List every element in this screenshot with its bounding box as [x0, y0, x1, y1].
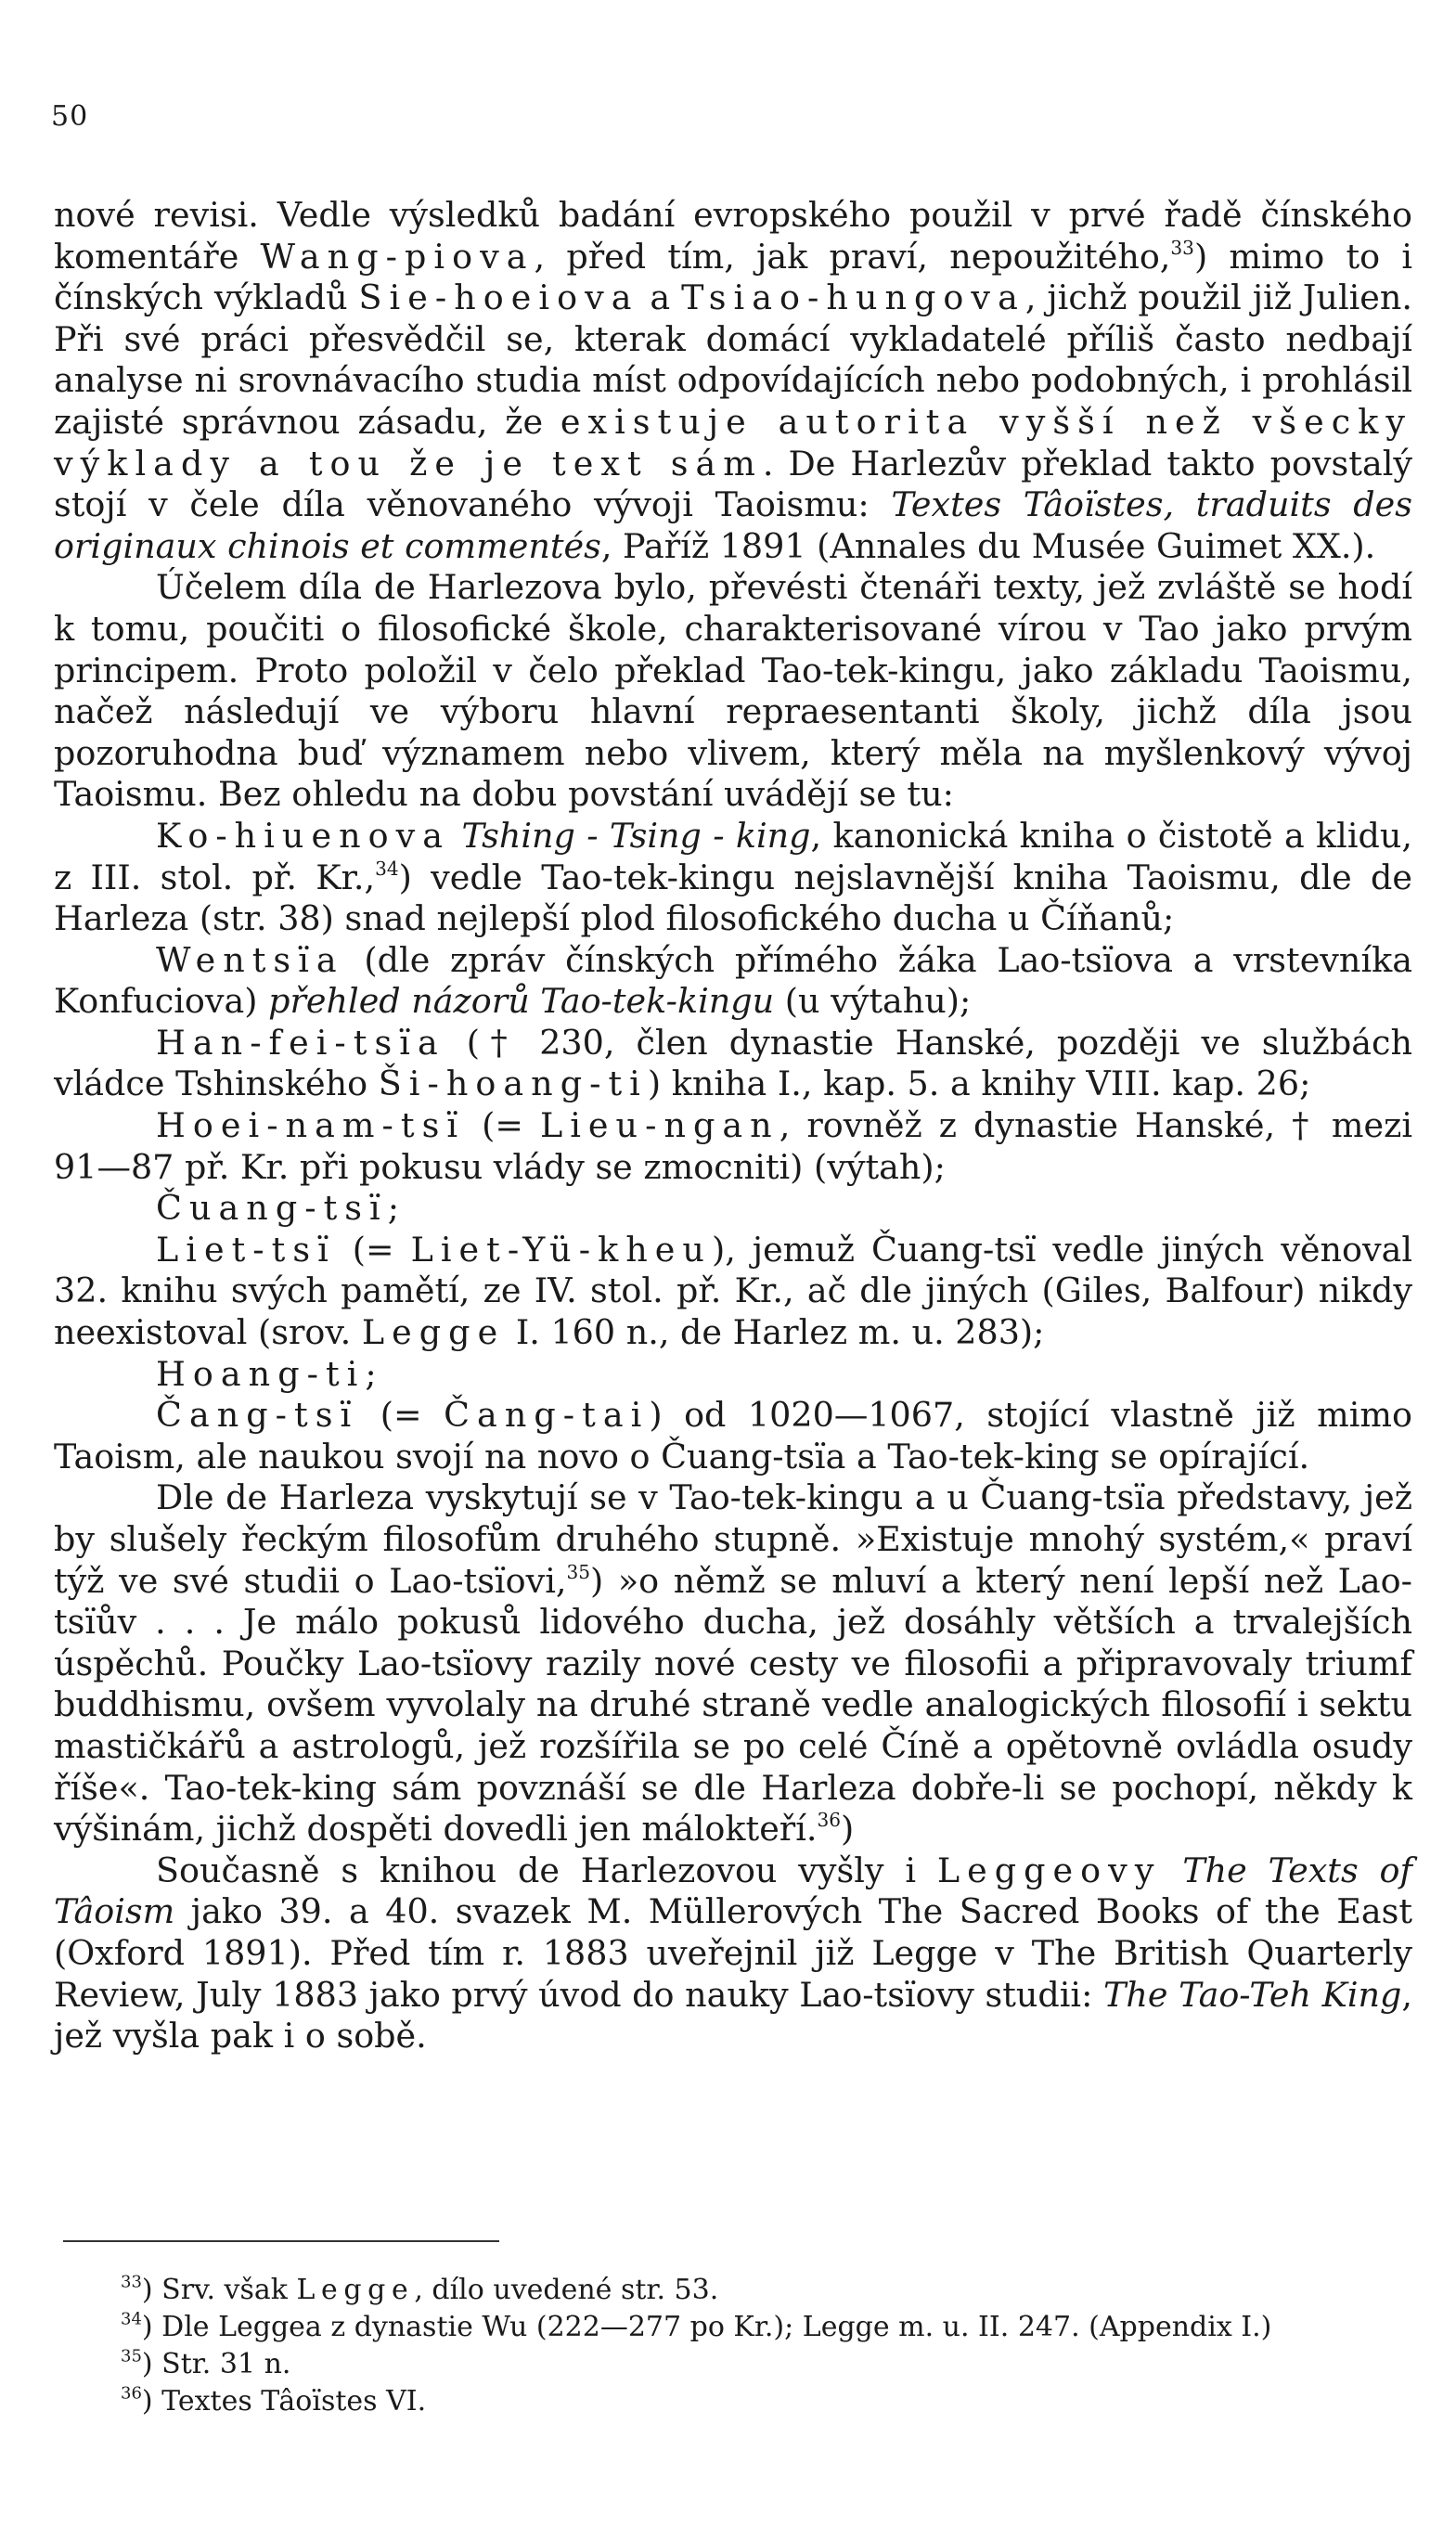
text-run: Textes Tâoïstes VI.: [161, 2385, 427, 2418]
paragraph: [54, 567, 1412, 816]
footnote-mark: 34: [121, 2309, 142, 2329]
spaced-name: Lieu-ngan: [539, 1105, 780, 1146]
text-run: ), jemuž Čuang-tsï vedle jiných věnoval 32. knihu svých pamětí, ze IV. stol. př. Kr., ač dle jiných (Giles, Balfour) nikdy neexistoval (srov.: [54, 1229, 1413, 1353]
footnote: [121, 2346, 1420, 2383]
spaced-name: Ši-hoang-ti: [378, 1064, 648, 1104]
paragraph: [54, 1188, 1412, 1230]
text-run: Str. 31 n.: [161, 2348, 291, 2380]
text-run: (=: [335, 1229, 411, 1270]
text-run: Dle Leggea z dynastie Wu (222—277 po Kr.); Legge m. u. II. 247. (Appendix I.): [161, 2311, 1272, 2343]
footnote: [121, 2383, 1420, 2420]
text-run: ) mimo to i čínských výkladů: [54, 236, 1412, 318]
footnote: [121, 2309, 1420, 2346]
spaced-name: Liet-tsï: [156, 1229, 336, 1270]
text-run: Dle de Harleza vyskytují se v Tao-tek-kingu a u Čuang-tsïa představy, jež by slušely řeckým filosofům druhého stupně. »Existuje mnohý systém,« praví týž ve své studii o Lao-tsïovi,: [54, 1477, 1412, 1601]
text-run: a: [638, 277, 682, 318]
text-run: , Paříž 1891 (Annales du Musée Guimet XX.).: [600, 525, 1376, 566]
spaced-name: Wang-piova: [260, 236, 535, 277]
text-run: Účelem díla de Harlezova bylo, převésti čtenáři texty, jež zvláště se hodí k tomu, poučiti o filosofické škole, charakterisované vírou v Tao jako prvým principem. Proto položil v čelo překlad Tao-tek-kingu, jako základu Taoismu, načež následují ve výboru hlavní repraesentanti školy, jichž díla jsou pozoruhodna buď významem nebo vlivem, který měla na myšlenkový vývoj Taoismu. Bez ohledu na dobu povstání uvádějí se tu:: [54, 567, 1412, 815]
paragraph: [54, 1023, 1412, 1105]
paragraph: [54, 1395, 1412, 1477]
title-italic: Textes Tâoïstes, traduits des originaux chinois et commentés: [54, 484, 1412, 566]
footnote-paren: ): [141, 2311, 162, 2343]
footnote-paren: ): [141, 2274, 162, 2306]
spaced-name: Sie-hoeiova: [358, 277, 639, 318]
text-run: jako 39. a 40. svazek M. Müllerových The Sacred Books of the East (Oxford 1891). Před tím r. 1883 uveřejnil již Legge v The British Quarterly Review, July 1883 jako prvý úvod do nauky Lao-tsïovy studii:: [54, 1891, 1412, 2015]
text-run: I. 160 n., de Harlez m. u. 283);: [505, 1312, 1045, 1353]
title-italic: přehled názorů Tao-tek-kingu: [268, 981, 775, 1022]
spaced-name: Legge: [296, 2274, 415, 2306]
paragraph: [54, 1230, 1412, 1354]
text-run: ) kniha I., kap. 5. a knihy VIII. kap. 26;: [647, 1064, 1311, 1104]
footnote-ref: 34: [375, 857, 399, 880]
page-number: 50: [51, 100, 89, 133]
text-run: (=: [358, 1395, 445, 1436]
spaced-name: Čuang-tsï;: [156, 1188, 407, 1229]
text-run: , kanonická kniha o čistotě a klidu, z III. stol. př. Kr.,: [54, 815, 1412, 897]
spaced-name: Legge: [361, 1312, 506, 1353]
text-run: Srv. však: [161, 2274, 297, 2306]
paragraph: [54, 816, 1412, 940]
text-run: ) od 1020—1067, stojící vlastně již mimo Taoism, ale naukou svojí na novo o Čuang-tsïa a Tao-tek-king se opírající.: [54, 1395, 1412, 1476]
paragraph: [54, 1850, 1412, 2057]
footnote-mark: 33: [121, 2272, 142, 2292]
title-italic: Tshing - Tsing - king: [461, 815, 811, 856]
spaced-name: Han-fei-tsïa: [156, 1022, 445, 1063]
footnote-paren: ): [141, 2385, 162, 2418]
spaced-name: Hoei-nam-tsï: [156, 1105, 466, 1146]
footnote-ref: 36: [817, 1809, 842, 1832]
footnotes: [121, 2272, 1420, 2420]
text-run: . De Harlezův překlad takto povstalý stojí v čele díla věnovaného vývoji Taoismu:: [54, 443, 1413, 525]
text-run: ) vedle Tao-tek-kingu nejslavnější kniha Taoismu, dle de Harleza (str. 38) snad nejlepší plod filosofického ducha u Číňanů;: [54, 857, 1412, 939]
spaced-name: Tsiao-hungova: [681, 277, 1025, 318]
footnote-mark: 36: [121, 2383, 142, 2404]
spaced-name: Ko-hiuenova: [156, 815, 451, 856]
title-italic: The Tao-Teh King: [1103, 1974, 1402, 2015]
paragraph: [54, 1477, 1412, 1850]
text-run: (u výtahu);: [774, 981, 972, 1022]
spaced-name: existuje autorita vyšší než všecky výklady a tou že je text sám: [54, 401, 1412, 484]
title-italic: The Texts of Tâoism: [54, 1850, 1412, 1932]
spaced-name: Čang-tai: [444, 1395, 650, 1436]
text-run: Současně s knihou de Harlezovou vyšly i: [156, 1850, 937, 1890]
footnote-divider: [63, 2240, 499, 2242]
text-run: (dle zpráv čínských přímého žáka Lao-tsïova a vrstevníka Konfuciova): [54, 939, 1412, 1022]
footnote-paren: ): [141, 2348, 162, 2380]
footnote-mark: 35: [121, 2346, 142, 2366]
text-run: († 230, člen dynastie Hanské, později ve službách vládce Tshinského: [54, 1022, 1412, 1104]
text-run: , jichž použil již Julien. Při své práci přesvědčil se, kterak domácí vykladatelé příliš často nedbají analyse ni srovnávacího studia míst odpovídajících nebo podobných, i prohlásil zajisté správnou zásadu, že: [54, 277, 1413, 442]
text-run: , dílo uvedené str. 53.: [414, 2274, 719, 2306]
text-run: (=: [465, 1105, 540, 1146]
spaced-name: Hoang-ti;: [156, 1353, 384, 1394]
text-run: ): [841, 1809, 855, 1850]
text-run: , jež vyšla pak i o sobě.: [54, 1974, 1412, 2056]
spaced-name: Čang-tsï: [156, 1395, 359, 1436]
text-run: ) »o němž se mluví a který není lepší než Lao-tsïův . . . Je málo pokusů lidového ducha, jež dosáhly větších a trvalejších úspěchů. Poučky Lao-tsïovy razily nové cesty ve filosofii a připravovaly triumf buddhismu, ovšem vyvolaly na druhé straně vedle analogických filosofií i sektu mastičkářů a astrologů, jež rozšířila se po celé Číně a opětovně ovládla osudy říše«. Tao-tek-king sám povznáší se dle Harleza dobře-li se pochopí, někdy k výšinám, jichž dospěti dovedli jen málokteří.: [54, 1560, 1412, 1850]
text-run: [450, 816, 461, 856]
text-run: nové revisi. Vedle výsledků badání evropského použil v prvé řadě čínského komentáře: [54, 195, 1412, 277]
text-run: [1161, 1850, 1182, 1890]
spaced-name: Leggeovy: [936, 1850, 1162, 1890]
spaced-name: Wentsïa: [156, 939, 344, 980]
paragraph: [54, 195, 1412, 567]
footnote: [121, 2272, 1420, 2309]
body-text: [54, 195, 1412, 2057]
paragraph: [54, 1354, 1412, 1396]
paragraph: [54, 1105, 1412, 1188]
footnote-ref: 33: [1170, 236, 1194, 259]
text-run: , před tím, jak praví, nepoužitého,: [534, 236, 1171, 277]
paragraph: [54, 940, 1412, 1023]
footnote-ref: 35: [566, 1560, 591, 1583]
text-run: , rovněž z dynastie Hanské, † mezi 91—87 př. Kr. při pokusu vlády se zmocniti) (výtah);: [54, 1105, 1412, 1187]
spaced-name: Liet-Yü-kheu: [410, 1229, 712, 1270]
